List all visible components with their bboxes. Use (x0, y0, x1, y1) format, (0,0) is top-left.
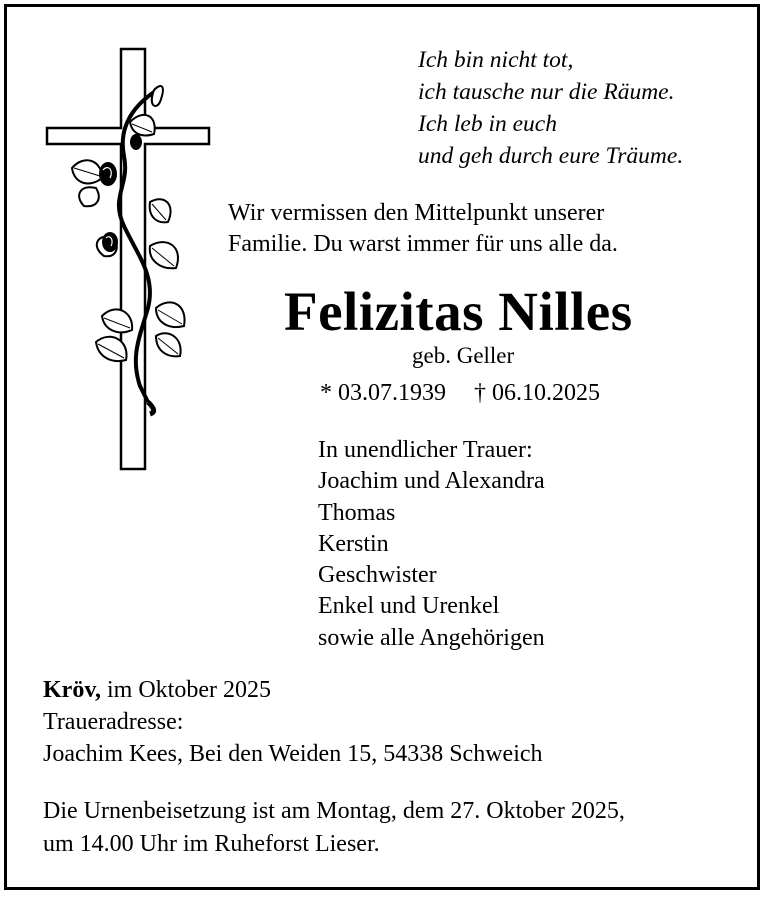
town-name: Kröv, (43, 677, 101, 703)
poem-line: Ich leb in euch (418, 111, 557, 137)
poem (418, 44, 683, 172)
mourner-entry: Joachim und Alexandra (318, 468, 545, 495)
cross-with-rose-icon (44, 46, 214, 472)
place-and-address (43, 674, 543, 770)
intro-text (228, 198, 618, 260)
burial-info (43, 795, 625, 861)
mourner-entry: Kerstin (318, 530, 389, 557)
mourner-entry: sowie alle Angehörigen (318, 624, 545, 651)
poem-line: und geh durch eure Träume. (418, 143, 684, 169)
intro-line: Familie. Du warst immer für uns alle da. (228, 231, 618, 257)
mourner-entry: Geschwister (318, 562, 437, 589)
notice-date: im Oktober 2025 (101, 677, 271, 703)
mourners-heading: In unendlicher Trauer: (318, 437, 533, 463)
place-date-line (43, 674, 543, 706)
death-date: † 06.10.2025 (474, 380, 600, 406)
poem-line: Ich bin nicht tot, (418, 47, 574, 73)
life-dates (320, 380, 600, 407)
deceased-name: Felizitas Nilles (284, 281, 633, 342)
birth-date: * 03.07.1939 (320, 380, 446, 406)
intro-line: Wir vermissen den Mittelpunkt unserer (228, 200, 605, 226)
burial-line: Die Urnenbeisetzung ist am Montag, dem 27. Oktober 2025, (43, 798, 625, 824)
poem-line: ich tausche nur die Räume. (418, 79, 675, 105)
address-label: Traueradresse: (43, 709, 184, 735)
maiden-name: geb. Geller (412, 343, 515, 368)
burial-line: um 14.00 Uhr im Ruheforst Lieser. (43, 831, 380, 857)
mourner-entry: Thomas (318, 499, 396, 526)
mourning-address: Joachim Kees, Bei den Weiden 15, 54338 Schweich (43, 741, 543, 767)
mourners-list (318, 435, 545, 654)
mourner-entry: Enkel und Urenkel (318, 593, 500, 620)
